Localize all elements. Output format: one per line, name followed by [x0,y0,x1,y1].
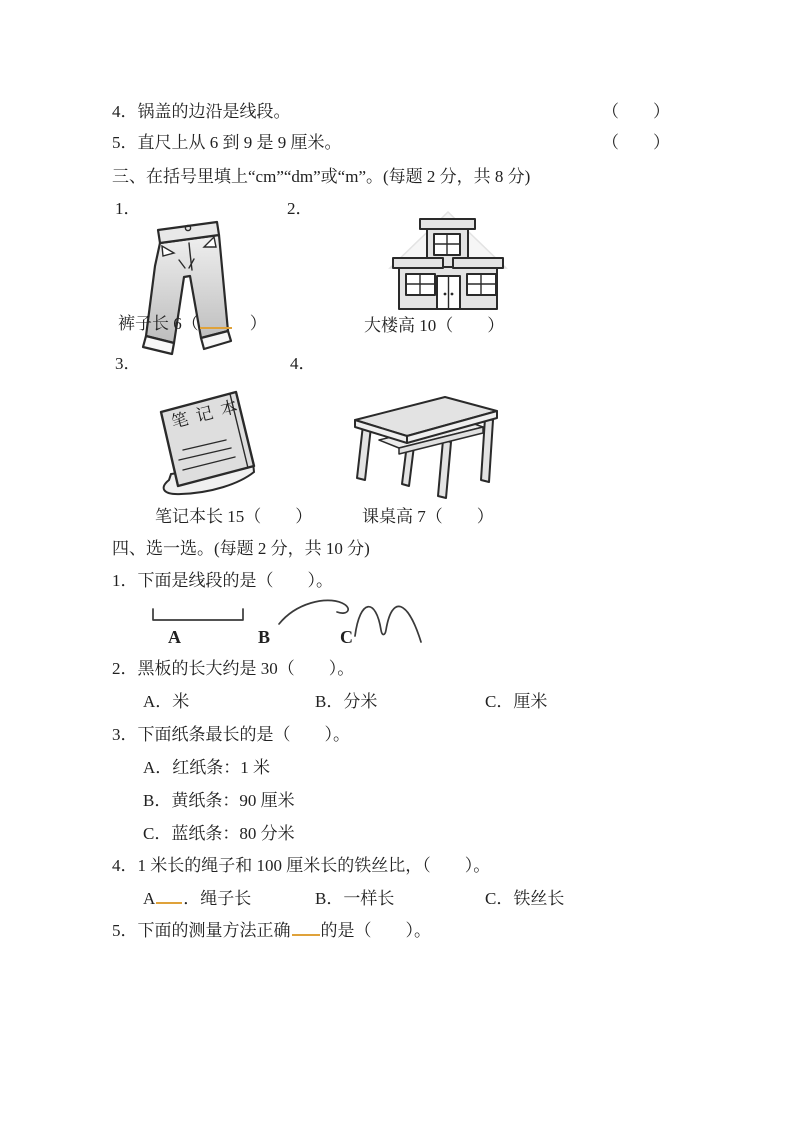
segment-a-drawing [150,604,246,623]
item-number-2: 2． [287,199,313,218]
annotation-underline [292,932,320,936]
desk-illustration [347,392,505,502]
notebook-illustration [133,382,267,506]
q4-option-b: B．一样长 [315,889,395,908]
shape-label-a: A [168,627,181,647]
q1-text: 1．下面是线段的是（ ）。 [112,571,333,590]
notebook-cover-text: 笔 记 本 [169,396,242,432]
q3-option-b: B．黄纸条：90 厘米 [143,791,295,810]
item-number-4: 4． [290,354,316,373]
item-number-1: 1． [115,199,141,218]
pants-illustration [138,218,245,360]
q2-option-c: C．厘米 [485,692,548,711]
pants-caption-suffix: ） [232,314,267,333]
q2-option-b: B．分米 [315,692,378,711]
annotation-underline [200,325,232,329]
truefalse-item-5-blank: （ ） [602,133,670,152]
truefalse-row [112,133,670,153]
q5-text-after: 的是（ ）。 [320,921,431,940]
truefalse-row [112,102,670,122]
q5-text [112,921,431,941]
truefalse-item-4-text: 4．锅盖的边沿是线段。 [112,102,291,121]
q3-text: 3．下面纸条最长的是（ ）。 [112,725,350,744]
annotation-underline [156,900,182,904]
q3-option-a: A．红纸条：1 米 [143,758,271,777]
q4-text: 4．1 米长的绳子和 100 厘米长的铁丝比，（ ）。 [112,856,491,875]
truefalse-item-5-text: 5．直尺上从 6 到 9 是 9 厘米。 [112,133,342,152]
desk-caption: 课桌高 7（ ） [362,507,494,526]
q2-option-a: A．米 [143,692,190,711]
pants-caption-prefix: 裤子长 6（ [118,314,199,333]
q5-text-before: 5．下面的测量方法正确 [112,921,291,940]
truefalse-item-4-blank: （ ） [602,102,670,121]
q4-option-a-suffix: ．绳子长 [183,889,252,908]
q4-option-a [143,889,251,909]
q2-text: 2．黑板的长大约是 30（ ）。 [112,659,355,678]
curve-b-drawing [276,595,358,627]
pants-caption [118,314,267,334]
building-illustration [382,206,514,314]
curve-c-drawing [352,592,428,648]
notebook-caption: 笔记本长 15（ ） [155,507,313,526]
shape-label-c: C [340,627,353,647]
q3-option-c: C．蓝纸条：80 分米 [143,824,295,843]
item-number-3: 3． [115,354,141,373]
building-caption: 大楼高 10（ ） [364,316,505,335]
q4-option-c: C．铁丝长 [485,889,565,908]
q4-option-a-prefix: A [143,889,156,908]
section4-title: 四、选一选。(每题 2 分，共 10 分) [112,539,370,558]
section3-title: 三、在括号里填上“cm”“dm”或“m”。(每题 2 分，共 8 分) [112,167,531,186]
shape-label-b: B [258,627,271,647]
